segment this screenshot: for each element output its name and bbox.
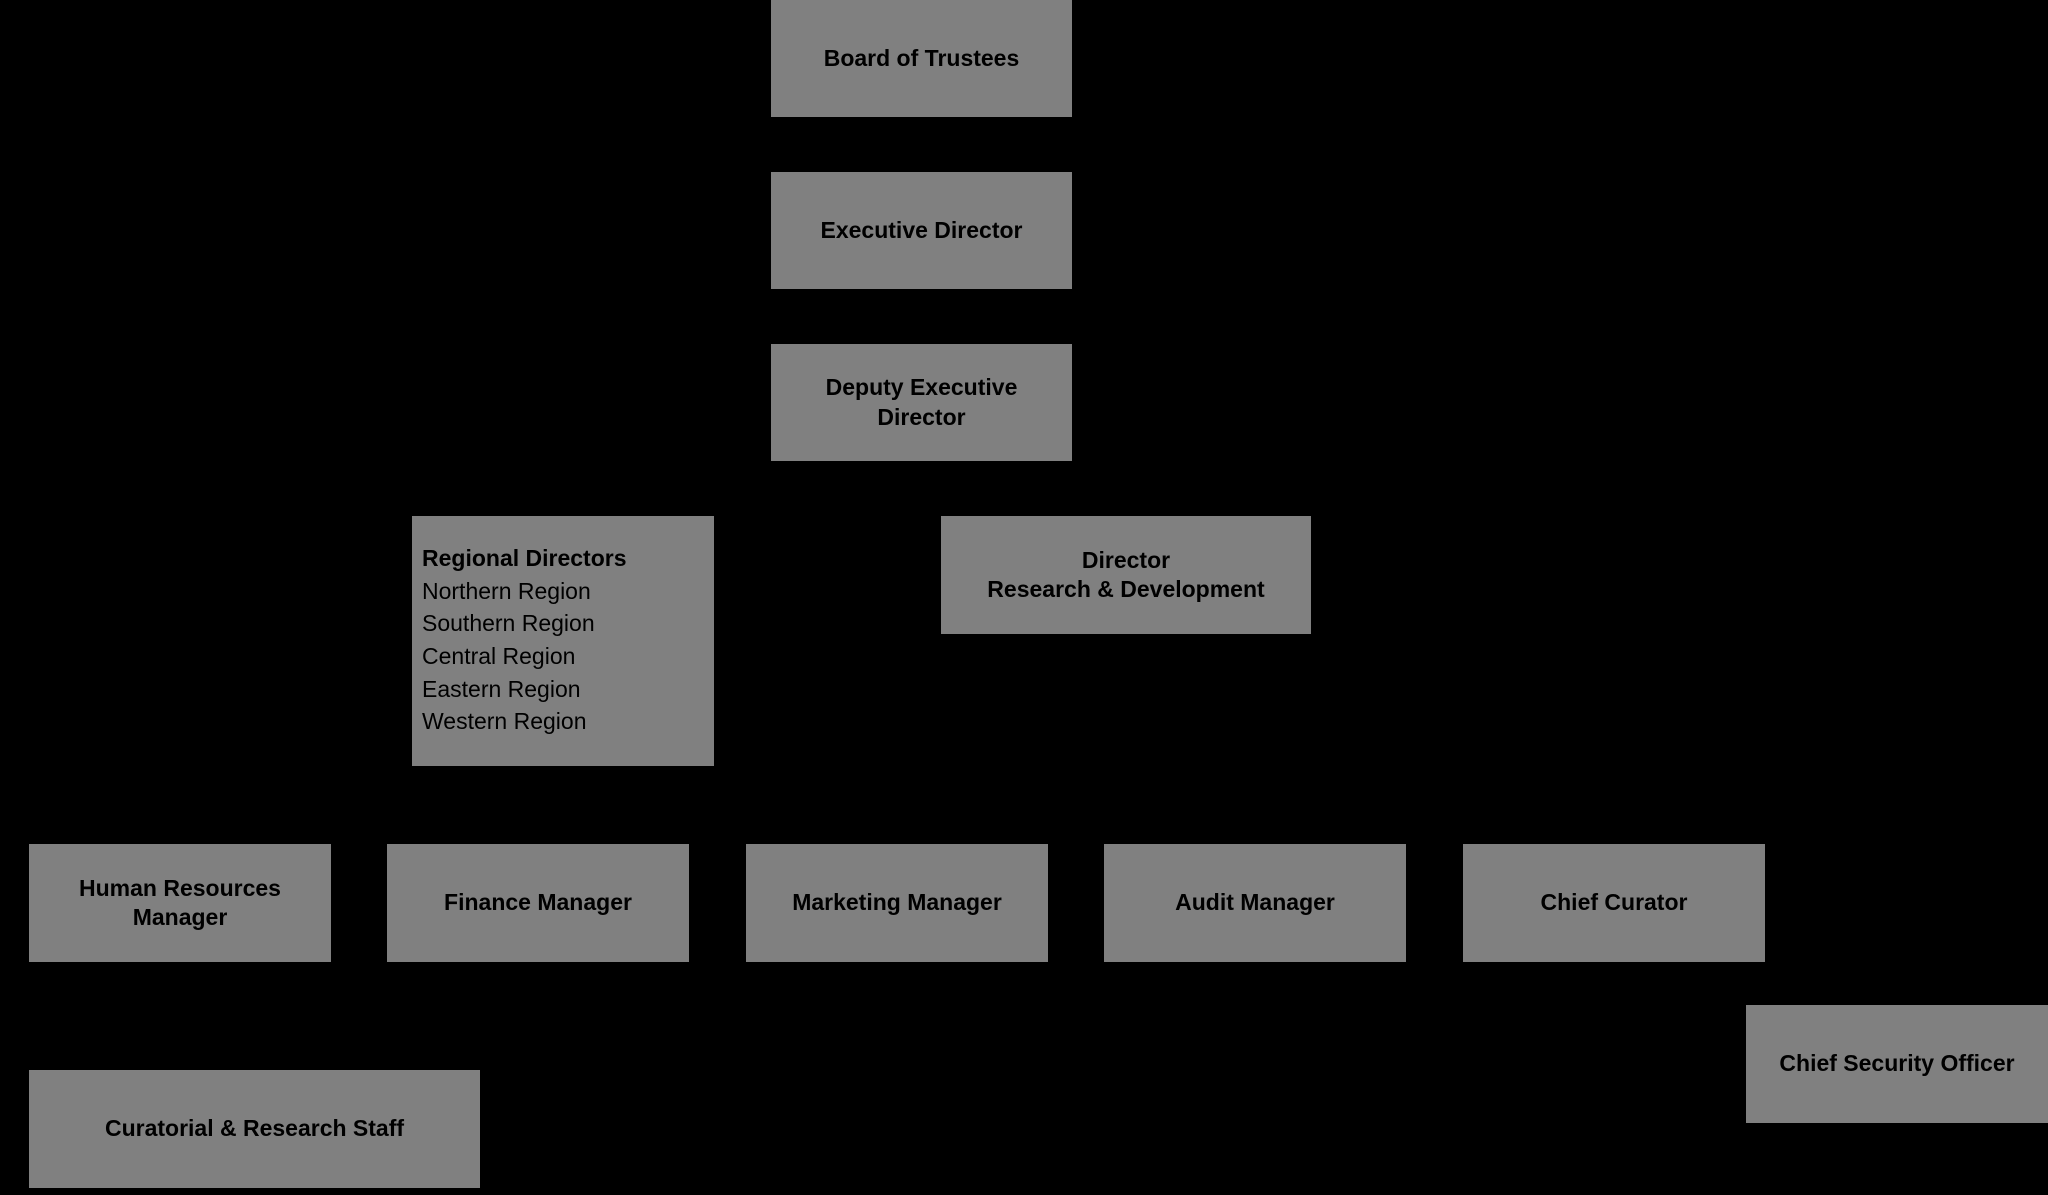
- node-label: Board of Trustees: [823, 44, 1020, 71]
- node-label: Chief Security Officer: [1779, 1050, 2015, 1077]
- node-label-line-2: Director: [877, 403, 966, 430]
- node-curatorial-research-staff[interactable]: [29, 1070, 480, 1188]
- list-item: Southern Region: [422, 610, 595, 637]
- node-label: Executive Director: [820, 216, 1023, 243]
- node-director-research-development[interactable]: [941, 516, 1311, 634]
- node-label: Finance Manager: [444, 889, 632, 916]
- node-human-resources-manager[interactable]: [29, 844, 331, 962]
- list-item: Central Region: [422, 642, 576, 669]
- node-finance-manager[interactable]: [387, 844, 689, 962]
- node-label-line-1: Deputy Executive: [825, 374, 1018, 401]
- node-label: Curatorial & Research Staff: [104, 1115, 405, 1142]
- node-board-of-trustees[interactable]: [771, 0, 1072, 117]
- list-item: Eastern Region: [422, 675, 581, 702]
- node-label: Marketing Manager: [792, 889, 1002, 916]
- node-deputy-executive-director[interactable]: [771, 344, 1072, 461]
- node-marketing-manager[interactable]: [746, 844, 1048, 962]
- list-item: Northern Region: [422, 577, 591, 604]
- node-regional-directors[interactable]: [412, 516, 714, 766]
- node-audit-manager[interactable]: [1104, 844, 1406, 962]
- node-label: Audit Manager: [1175, 889, 1335, 916]
- node-executive-director[interactable]: [771, 172, 1072, 289]
- node-label-line-2: Manager: [132, 904, 228, 930]
- node-label-line-1: Human Resources: [79, 874, 281, 901]
- node-label: Chief Curator: [1540, 889, 1688, 916]
- node-chief-curator[interactable]: [1463, 844, 1765, 962]
- node-label: Regional Directors: [422, 545, 627, 571]
- list-item: Western Region: [422, 708, 587, 735]
- node-chief-security-officer[interactable]: [1746, 1005, 2048, 1123]
- node-label-line-2: Research & Development: [987, 576, 1265, 602]
- node-label-line-1: Director: [1081, 546, 1171, 573]
